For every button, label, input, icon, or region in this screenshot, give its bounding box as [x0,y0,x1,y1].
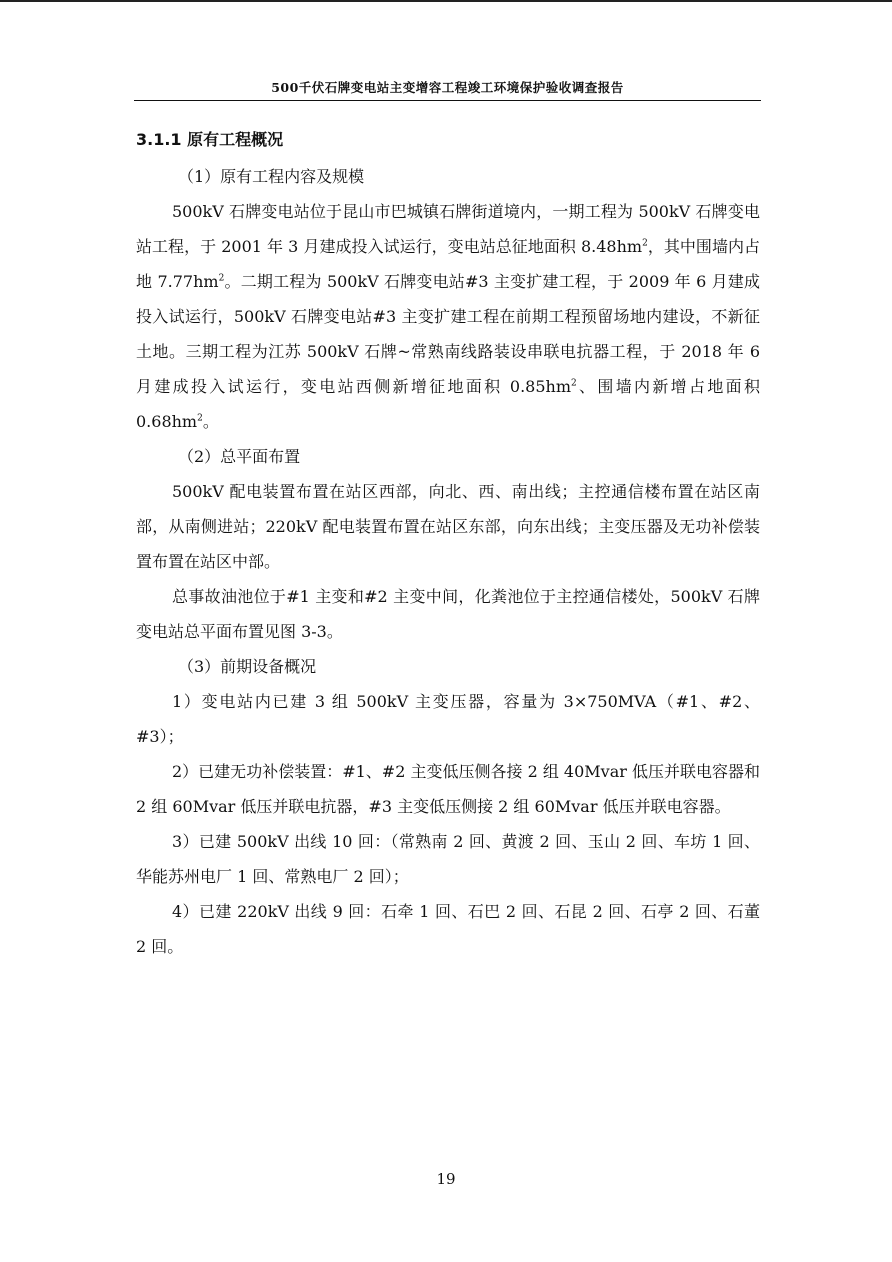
top-border-line [0,0,892,2]
paragraph-oil-pool: 总事故油池位于#1 主变和#2 主变中间，化粪池位于主控通信楼处，500kV 石牌变电站总平面布置见图 3-3。 [136,587,760,641]
section-heading: 3.1.1 原有工程概况 [136,130,284,149]
superscript: 2 [197,413,203,424]
header-rule [134,100,761,101]
page-number: 19 [436,1170,456,1188]
subheading-original-project: （1）原有工程内容及规模 [178,167,365,186]
paragraph-project-scale [136,194,760,439]
list-item-500kv-lines: 3）已建 500kV 出线 10 回：（常熟南 2 回、黄渡 2 回、玉山 2 回、车坊 1 回、华能苏州电厂 1 回、常熟电厂 2 回）； [136,832,760,886]
subheading-general-layout: （2）总平面布置 [178,447,301,466]
superscript: 2 [218,273,225,284]
text-run: ，其中围墙内占地 7.77hm [136,237,760,291]
running-header: 500千伏石牌变电站主变增容工程竣工环境保护验收调查报告 [271,80,624,95]
text-run: 。 [202,412,219,431]
text-run: 。二期工程为 500kV 石牌变电站#3 主变扩建工程，于 2009 年 6 月建成投入试运行，500kV 石牌变电站#3 主变扩建工程在前期工程预留场地内建设，不新征土地。三期工程为江苏 500kV 石牌~常熟南线路装设串联电抗器工程，于 2018 年 6 月建成投入试运行，变电站西侧新增征地面积 0.85hm [136,272,760,396]
text-run: 、围墙内新增占地面积 0.68hm [136,377,760,431]
document-body [136,125,760,964]
paragraph-layout: 500kV 配电装置布置在站区西部，向北、西、南出线；主控通信楼布置在站区南部，从南侧进站；220kV 配电装置布置在站区东部，向东出线；主变压器及无功补偿装置布置在站区中部。 [136,482,760,571]
list-item-220kv-lines: 4）已建 220kV 出线 9 回：石牵 1 回、石巴 2 回、石昆 2 回、石亭 2 回、石董 2 回。 [136,902,760,956]
superscript: 2 [571,378,577,389]
superscript: 2 [642,238,648,249]
list-item-reactive-compensation: 2）已建无功补偿装置：#1、#2 主变低压侧各接 2 组 40Mvar 低压并联电容器和 2 组 60Mvar 低压并联电抗器，#3 主变低压侧接 2 组 60Mvar 低压并联电容器。 [136,762,760,816]
text-run: 500kV 石牌变电站位于昆山市巴城镇石牌街道境内，一期工程为 500kV 石牌变电站工程，于 2001 年 3 月建成投入试运行，变电站总征地面积 8.48hm [136,202,760,256]
subheading-equipment: （3）前期设备概况 [178,657,317,676]
list-item-transformers: 1）变电站内已建 3 组 500kV 主变压器，容量为 3×750MVA（#1、#2、#3）； [136,692,760,746]
